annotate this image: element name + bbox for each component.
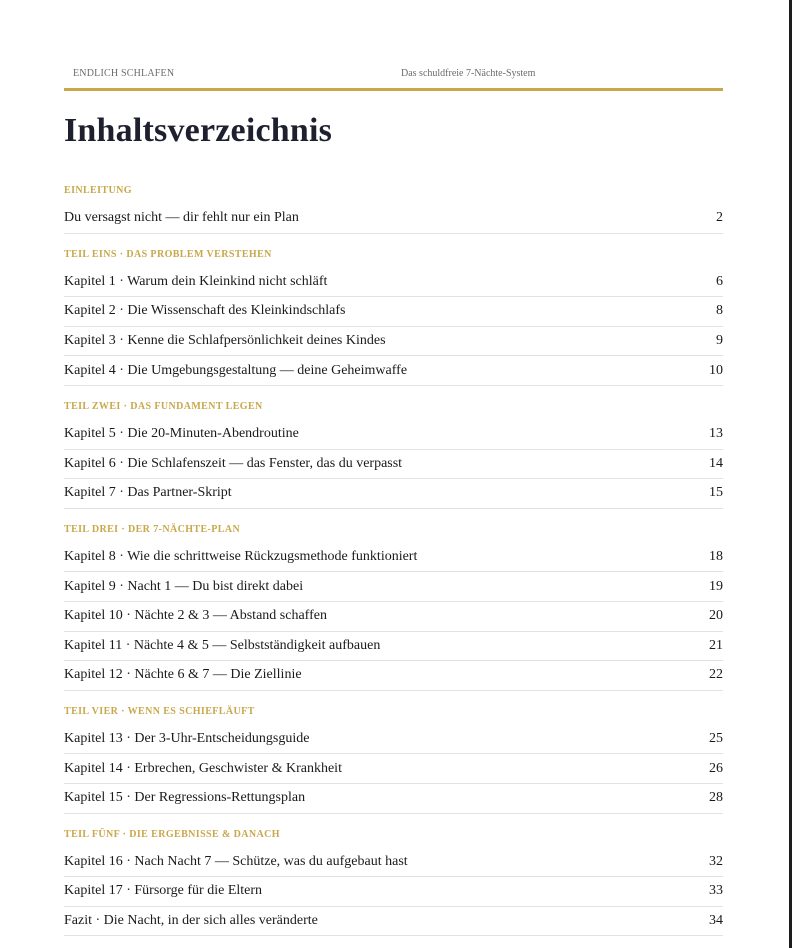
toc-entry-page-number: 22 (709, 667, 723, 683)
toc-entry-page-number: 18 (709, 549, 723, 565)
toc-entry-page-number: 21 (709, 637, 723, 653)
running-header (64, 68, 723, 82)
section-heading: TEIL FÜNF · DIE ERGEBNISSE & DANACH (64, 828, 280, 840)
toc-entry-page-number: 9 (716, 333, 723, 349)
toc-entry-page-number: 6 (716, 273, 723, 289)
toc-entry[interactable] (64, 877, 723, 907)
toc-entry-title: Kapitel 9 · Nacht 1 — Du bist direkt dabei (64, 578, 304, 594)
table-of-contents (64, 178, 723, 936)
toc-entry-title: Kapitel 4 · Die Umgebungsgestaltung — deine Geheimwaffe (64, 362, 408, 378)
toc-entry[interactable] (64, 327, 723, 357)
toc-entry[interactable] (64, 725, 723, 755)
toc-section (64, 242, 723, 386)
section-heading: TEIL VIER · WENN ES SCHIEFLÄUFT (64, 705, 255, 717)
toc-entry-page-number: 32 (709, 853, 723, 869)
toc-entry-title: Kapitel 11 · Nächte 4 & 5 — Selbstständigkeit aufbauen (64, 637, 381, 653)
toc-entry[interactable] (64, 420, 723, 450)
toc-entry[interactable] (64, 602, 723, 632)
toc-section (64, 822, 723, 937)
toc-section (64, 517, 723, 691)
toc-entry-page-number: 13 (709, 426, 723, 442)
toc-entry[interactable] (64, 268, 723, 298)
toc-entry-page-number: 19 (709, 578, 723, 594)
toc-entry-title: Kapitel 16 · Nach Nacht 7 — Schütze, was du aufgebaut hast (64, 853, 408, 869)
toc-entry-page-number: 25 (709, 731, 723, 747)
header-divider (64, 88, 723, 91)
toc-section (64, 699, 723, 814)
toc-entry-title: Kapitel 2 · Die Wissenschaft des Kleinkindschlafs (64, 303, 346, 319)
book-subtitle-header: Das schuldfreie 7-Nächte-System (401, 68, 536, 79)
toc-entry[interactable] (64, 661, 723, 691)
toc-entry[interactable] (64, 450, 723, 480)
toc-entry[interactable] (64, 356, 723, 386)
toc-entry[interactable] (64, 297, 723, 327)
toc-entry-title: Fazit · Die Nacht, in der sich alles veränderte (64, 912, 318, 928)
toc-entry-page-number: 34 (709, 912, 723, 928)
toc-entry[interactable] (64, 204, 723, 234)
toc-entry-title: Kapitel 15 · Der Regressions-Rettungsplan (64, 790, 306, 806)
toc-entry[interactable] (64, 784, 723, 814)
section-heading: EINLEITUNG (64, 185, 132, 196)
section-heading: TEIL EINS · DAS PROBLEM VERSTEHEN (64, 248, 272, 260)
toc-section (64, 394, 723, 509)
toc-entry[interactable] (64, 632, 723, 662)
toc-entry[interactable] (64, 572, 723, 602)
toc-entry-title: Kapitel 17 · Fürsorge für die Eltern (64, 883, 263, 899)
toc-entry[interactable] (64, 848, 723, 878)
toc-entry-page-number: 15 (709, 485, 723, 501)
toc-entry-page-number: 2 (716, 210, 723, 226)
toc-entry-title: Du versagst nicht — dir fehlt nur ein Plan (64, 210, 299, 226)
toc-entry-page-number: 8 (716, 303, 723, 319)
toc-entry-title: Kapitel 14 · Erbrechen, Geschwister & Krankheit (64, 760, 342, 776)
toc-entry-title: Kapitel 7 · Das Partner-Skript (64, 485, 232, 501)
toc-entry-title: Kapitel 6 · Die Schlafenszeit — das Fenster, das du verpasst (64, 455, 403, 471)
page-title: Inhaltsverzeichnis (64, 112, 333, 149)
toc-entry-title: Kapitel 3 · Kenne die Schlafpersönlichkeit deines Kindes (64, 333, 386, 349)
section-heading: TEIL DREI · DER 7-NÄCHTE-PLAN (64, 523, 241, 535)
toc-entry-page-number: 20 (709, 608, 723, 624)
toc-entry-page-number: 26 (709, 760, 723, 776)
book-title-header: ENDLICH SCHLAFEN (73, 68, 175, 79)
toc-entry-title: Kapitel 10 · Nächte 2 & 3 — Abstand schaffen (64, 608, 327, 624)
toc-entry-title: Kapitel 5 · Die 20-Minuten-Abendroutine (64, 426, 299, 442)
toc-entry-page-number: 28 (709, 790, 723, 806)
toc-entry-page-number: 10 (709, 362, 723, 378)
toc-section (64, 178, 723, 234)
toc-entry[interactable] (64, 907, 723, 937)
toc-entry[interactable] (64, 543, 723, 573)
toc-entry-title: Kapitel 13 · Der 3-Uhr-Entscheidungsguide (64, 731, 310, 747)
toc-entry[interactable] (64, 754, 723, 784)
toc-entry-title: Kapitel 12 · Nächte 6 & 7 — Die Ziellinie (64, 667, 302, 683)
toc-entry-page-number: 33 (709, 883, 723, 899)
section-heading: TEIL ZWEI · DAS FUNDAMENT LEGEN (64, 400, 263, 412)
toc-entry[interactable] (64, 479, 723, 509)
toc-entry-title: Kapitel 1 · Warum dein Kleinkind nicht schläft (64, 273, 328, 289)
toc-entry-title: Kapitel 8 · Wie die schrittweise Rückzugsmethode funktioniert (64, 549, 418, 565)
toc-entry-page-number: 14 (709, 455, 723, 471)
